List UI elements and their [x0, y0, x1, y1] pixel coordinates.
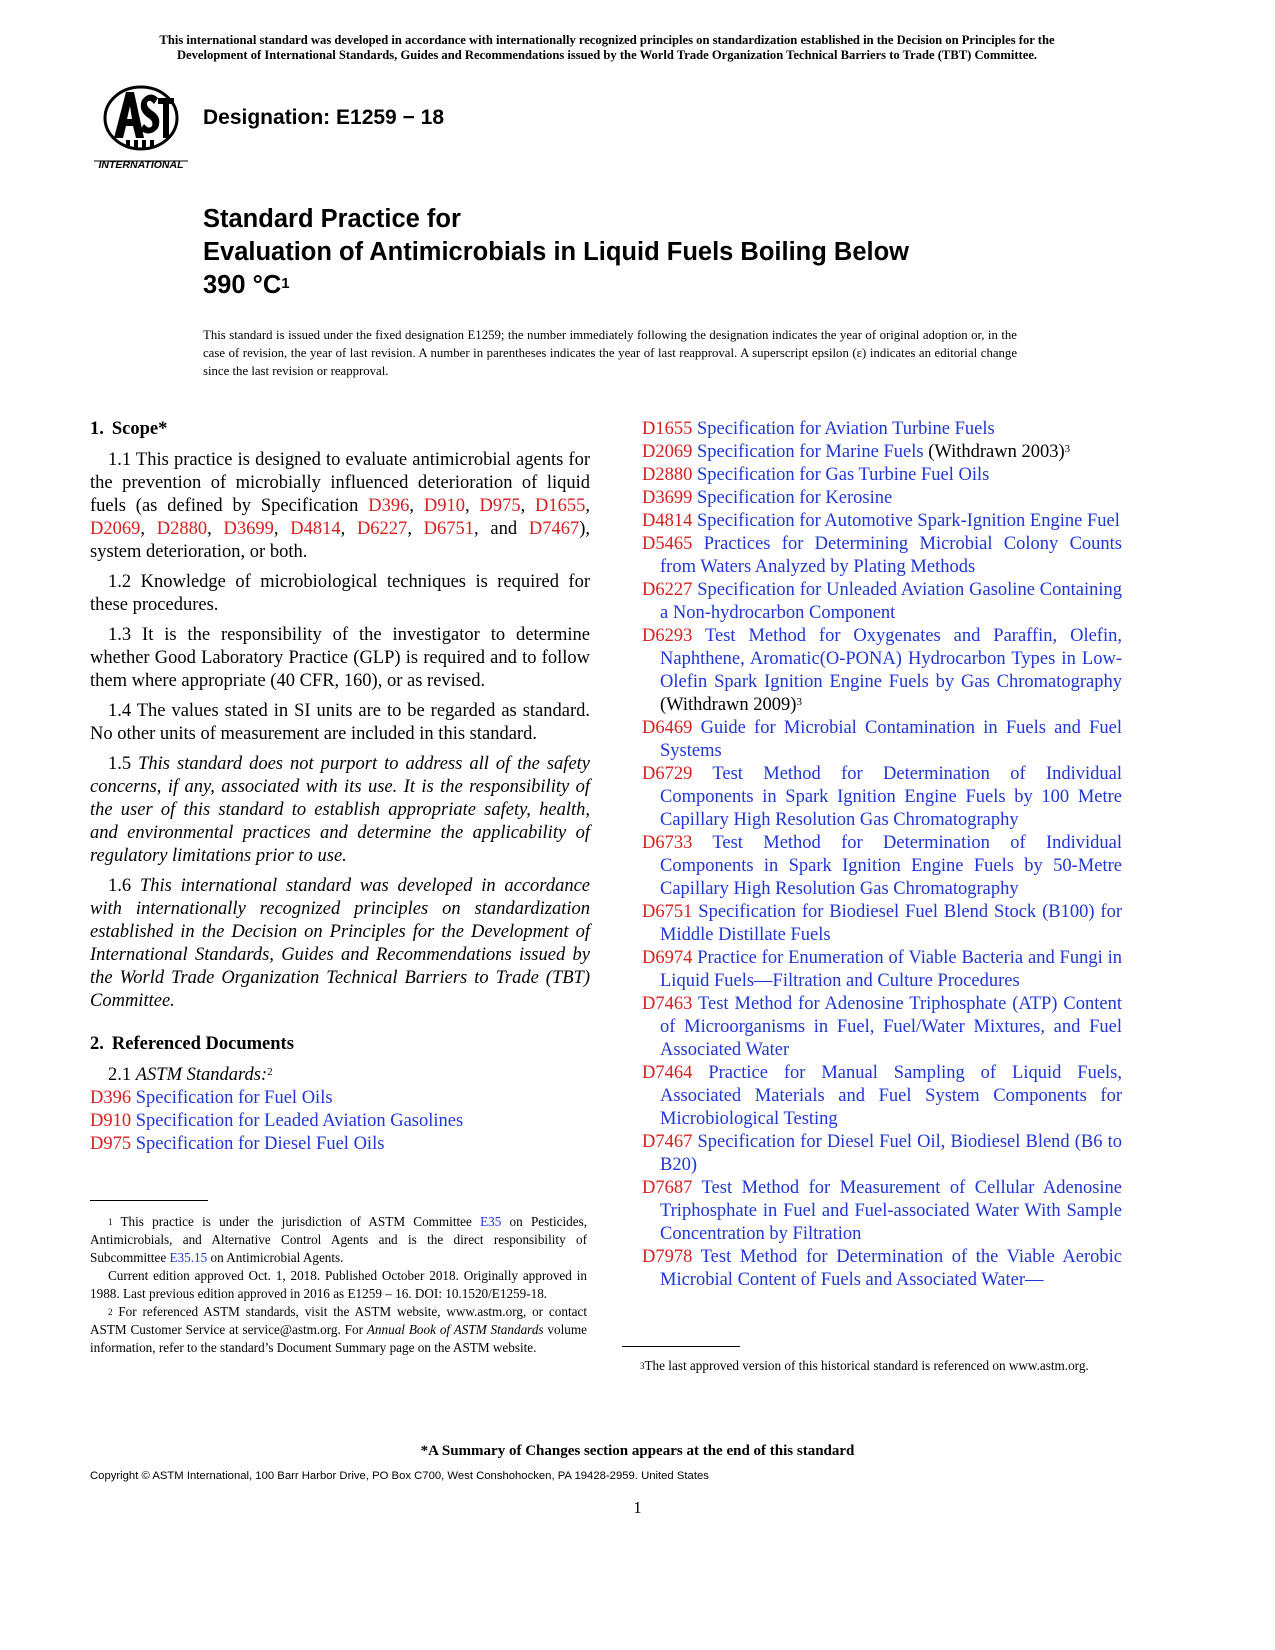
- ref-link[interactable]: D3699: [223, 519, 274, 539]
- footnote-rule-left: [90, 1200, 208, 1201]
- reference-code-link[interactable]: D3699: [642, 488, 693, 508]
- footnote-rule-right: [622, 1346, 740, 1347]
- reference-item: [90, 1087, 590, 1110]
- reference-title-link[interactable]: Test Method for Determination of Individual Components in Spark Ignition Engine Fuels by 50-Metre Capillary High Resolution Gas Chromatography: [660, 833, 1122, 899]
- reference-code-link[interactable]: D6227: [642, 580, 693, 600]
- withdrawn-note: (Withdrawn 2003): [923, 442, 1065, 462]
- reference-title-link[interactable]: Specification for Leaded Aviation Gasolines: [135, 1111, 464, 1131]
- scope-1-2: 1.2 Knowledge of microbiological techniques is required for these procedures.: [90, 572, 590, 615]
- footnote-marker: 3: [1064, 443, 1071, 455]
- title-line3: 390 $^\circ C^1$: [203, 271, 290, 299]
- reference-code-link[interactable]: D6751: [642, 902, 693, 922]
- footnote-3: $^3$The last approved version of this historical standard is referenced on www.astm.org.: [640, 1358, 1089, 1373]
- reference-item: [642, 579, 1122, 625]
- scope-1-1: 1.1 This practice is designed to evaluate antimicrobial agents for the prevention of microbially influenced deterioration of liquid fuels (as defined by Specification D396, D910, D975, D1655, D2069, D2880, D3699, D4814, D6227, D6751, and D7467), system deterioration, or both.: [90, 450, 591, 562]
- document-title: [203, 203, 909, 302]
- section-refdocs-heading: 2. Referenced Documents: [90, 1034, 294, 1054]
- designation: Designation: E1259 − 18: [203, 106, 445, 129]
- reference-title-link[interactable]: Practice for Enumeration of Viable Bacteria and Fungi in Liquid Fuels—Filtration and Culture Procedures: [660, 948, 1122, 991]
- footnotes-left: [90, 1213, 587, 1357]
- reference-code-link[interactable]: D396: [90, 1088, 132, 1108]
- reference-item: [642, 832, 1122, 901]
- reference-title-link[interactable]: Specification for Marine Fuels: [697, 442, 924, 462]
- reference-code-link[interactable]: D5465: [642, 534, 693, 554]
- section-scope-heading: 1. Scope*: [90, 419, 168, 439]
- reference-item: [642, 763, 1122, 832]
- left-ref-list: [90, 1087, 590, 1156]
- reference-title-link[interactable]: Practices for Determining Microbial Colony Counts from Waters Analyzed by Plating Methods: [660, 534, 1122, 577]
- wto-notice-line2: Development of International Standards, Guides and Recommendations issued by the World Trade Organization Technical Barriers to Trade (TBT) Committee.: [176, 48, 1038, 62]
- reference-title-link[interactable]: Specification for Fuel Oils: [135, 1088, 333, 1108]
- reference-code-link[interactable]: D7464: [642, 1063, 693, 1083]
- reference-item: [642, 1177, 1122, 1246]
- reference-code-link[interactable]: D6293: [642, 626, 693, 646]
- reference-code-link[interactable]: D910: [90, 1111, 132, 1131]
- scope-1-4: 1.4 The values stated in SI units are to be regarded as standard. No other units of measurement are included in this standard.: [90, 701, 590, 744]
- reference-item: [642, 418, 1122, 441]
- reference-code-link[interactable]: D4814: [642, 511, 693, 531]
- reference-title-link[interactable]: Specification for Unleaded Aviation Gasoline Containing a Non-hydrocarbon Component: [660, 580, 1122, 623]
- ref-link[interactable]: D7467: [528, 519, 580, 539]
- ref-link[interactable]: D4814: [290, 519, 341, 539]
- footnotes-right: [622, 1357, 1122, 1375]
- right-ref-list: [642, 418, 1122, 1292]
- scope-1-6: 1.6 This international standard was developed in accordance with internationally recognized principles on standardization established in the Decision on Principles for the Development of International Standards, Guides and Recommendations issued by the World Trade Organization Technical Barriers to Trade (TBT) Committee.: [90, 876, 590, 1011]
- reference-item: [642, 993, 1122, 1062]
- reference-code-link[interactable]: D7687: [642, 1178, 693, 1198]
- reference-title-link[interactable]: Specification for Diesel Fuel Oil, Biodiesel Blend (B6 to B20): [660, 1132, 1122, 1175]
- copyright: Copyright © ASTM International, 100 Barr Harbor Drive, PO Box C700, West Conshohocken, PA 19428-2959. United States: [90, 1470, 709, 1482]
- committee-link[interactable]: E35: [480, 1214, 502, 1229]
- reference-code-link[interactable]: D6729: [642, 764, 693, 784]
- summary-of-changes-note: *A Summary of Changes section appears at the end of this standard: [420, 1443, 855, 1459]
- reference-title-link[interactable]: Practice for Manual Sampling of Liquid Fuels, Associated Materials and Fuel System Components for Microbiological Testing: [660, 1063, 1122, 1129]
- ref-link[interactable]: D1655: [535, 496, 586, 516]
- reference-code-link[interactable]: D2880: [642, 465, 693, 485]
- reference-code-link[interactable]: D1655: [642, 419, 693, 439]
- ref-link[interactable]: D2880: [156, 519, 208, 539]
- reference-title-link[interactable]: Test Method for Determination of Individual Components in Spark Ignition Engine Fuels by 100 Metre Capillary High Resolution Gas Chromatography: [660, 764, 1122, 830]
- wto-notice: [92, 33, 1122, 63]
- reference-item: [642, 464, 1122, 487]
- reference-title-link[interactable]: Test Method for Measurement of Cellular Adenosine Triphosphate in Fuel and Fuel-associated Water With Sample Concentration by Filtration: [660, 1178, 1122, 1244]
- ref-link[interactable]: D6227: [356, 519, 408, 539]
- reference-item: [90, 1133, 590, 1156]
- reference-item: [642, 487, 1122, 510]
- astm-logo: [92, 82, 190, 172]
- reference-code-link[interactable]: D7463: [642, 994, 693, 1014]
- ref-link[interactable]: D396: [368, 496, 410, 516]
- footnote-1: $^1$ This practice is under the jurisdiction of ASTM Committee E35 on Pesticides, Antimicrobials, and Alternative Control Agents and is the direct responsibility of Subcommittee E35.15 on Antimicrobial Agents.: [90, 1214, 588, 1265]
- wto-notice-line1: This international standard was developed in accordance with internationally recognized principles on standardization established in the Decision on Principles for the: [159, 33, 1055, 47]
- reference-title-link[interactable]: Test Method for Oxygenates and Paraffin, Olefin, Naphthene, Aromatic(O-PONA) Hydrocarbon Types in Low-Olefin Spark Ignition Engine Fuels by Gas Chromatography: [660, 626, 1122, 692]
- footnote-marker: 3: [796, 696, 802, 708]
- issued-note: This standard is issued under the fixed designation E1259; the number immediately following the designation indicates the year of original adoption or, in the case of revision, the year of last revision. A number in parentheses indicates the year of last reapproval. A superscript epsilon (ε) indicates an editorial change since the last revision or reapproval.: [203, 328, 1017, 378]
- reference-code-link[interactable]: D7467: [642, 1132, 693, 1152]
- title-line2: Evaluation of Antimicrobials in Liquid Fuels Boiling Below: [203, 238, 910, 266]
- ref-link[interactable]: D975: [479, 496, 521, 516]
- reference-item: [642, 947, 1122, 993]
- logo-text: INTERNATIONAL: [98, 159, 184, 171]
- reference-item: [642, 1246, 1122, 1292]
- scope-1-5: 1.5 This standard does not purport to address all of the safety concerns, if any, associated with its use. It is the responsibility of the user of this standard to establish appropriate safety, health, and environmental practices and determine the applicability of regulatory limitations prior to use.: [90, 754, 591, 866]
- astm-logo-icon: [92, 82, 190, 172]
- reference-code-link[interactable]: D6974: [642, 948, 693, 968]
- reference-item: [642, 901, 1122, 947]
- page-number: 1: [633, 1498, 642, 1517]
- reference-title-link[interactable]: Specification for Automotive Spark-Ignition Engine Fuel: [697, 511, 1120, 531]
- reference-title-link[interactable]: Specification for Kerosine: [697, 488, 893, 508]
- footnote-2: $^2$ For referenced ASTM standards, visit the ASTM website, www.astm.org, or contact ASTM Customer Service at service@astm.org. For Annual Book of ASTM Standards volume information, refer to the standard’s Document Summary page on the ASTM website.: [90, 1304, 587, 1355]
- astm-standards-subheading: 2.1 ASTM Standards:$^2$: [108, 1065, 273, 1085]
- reference-item: [642, 533, 1122, 579]
- reference-title-link[interactable]: Guide for Microbial Contamination in Fuels and Fuel Systems: [660, 718, 1122, 761]
- ref-link[interactable]: D910: [423, 496, 465, 516]
- reference-item: [90, 1110, 590, 1133]
- subcommittee-link[interactable]: E35.15: [169, 1250, 208, 1265]
- reference-item: [642, 441, 1122, 464]
- reference-code-link[interactable]: D6469: [642, 718, 693, 738]
- title-line1: Standard Practice for: [203, 205, 461, 233]
- reference-title-link[interactable]: Test Method for Adenosine Triphosphate (ATP) Content of Microorganisms in Fuel, Fuel/Water Mixtures, and Fuel Associated Water: [660, 994, 1122, 1060]
- reference-code-link[interactable]: D2069: [642, 442, 693, 462]
- left-column: [90, 418, 590, 1156]
- reference-item: [642, 510, 1122, 533]
- reference-title-link[interactable]: Specification for Aviation Turbine Fuels: [697, 419, 995, 439]
- right-column: [642, 418, 1122, 1292]
- reference-item: [642, 1131, 1122, 1177]
- reference-item: [642, 1062, 1122, 1131]
- reference-title-link[interactable]: Test Method for Determination of the Viable Aerobic Microbial Content of Fuels and Associated Water—: [660, 1247, 1122, 1290]
- reference-title-link[interactable]: Specification for Biodiesel Fuel Blend Stock (B100) for Middle Distillate Fuels: [660, 902, 1122, 945]
- ref-link[interactable]: D2069: [90, 519, 141, 539]
- reference-code-link[interactable]: D6733: [642, 833, 693, 853]
- reference-code-link[interactable]: D975: [90, 1134, 132, 1154]
- withdrawn-note: (Withdrawn 2009): [660, 695, 797, 715]
- ref-link[interactable]: D6751: [423, 519, 475, 539]
- scope-1-3: 1.3 It is the responsibility of the investigator to determine whether Good Laboratory Practice (GLP) is required and to follow them where appropriate (40 CFR, 160), or as revised.: [90, 625, 590, 691]
- title-footnote-marker: 1: [281, 275, 290, 292]
- reference-item: [642, 625, 1122, 717]
- reference-item: [642, 717, 1122, 763]
- reference-title-link[interactable]: Specification for Gas Turbine Fuel Oils: [697, 465, 990, 485]
- reference-title-link[interactable]: Specification for Diesel Fuel Oils: [135, 1134, 385, 1154]
- footnote-1-edition: Current edition approved Oct. 1, 2018. Published October 2018. Originally approved in 1988. Last previous edition approved in 2016 as E1259 – 16. DOI: 10.1520/E1259-18.: [90, 1268, 587, 1301]
- reference-code-link[interactable]: D7978: [642, 1247, 693, 1267]
